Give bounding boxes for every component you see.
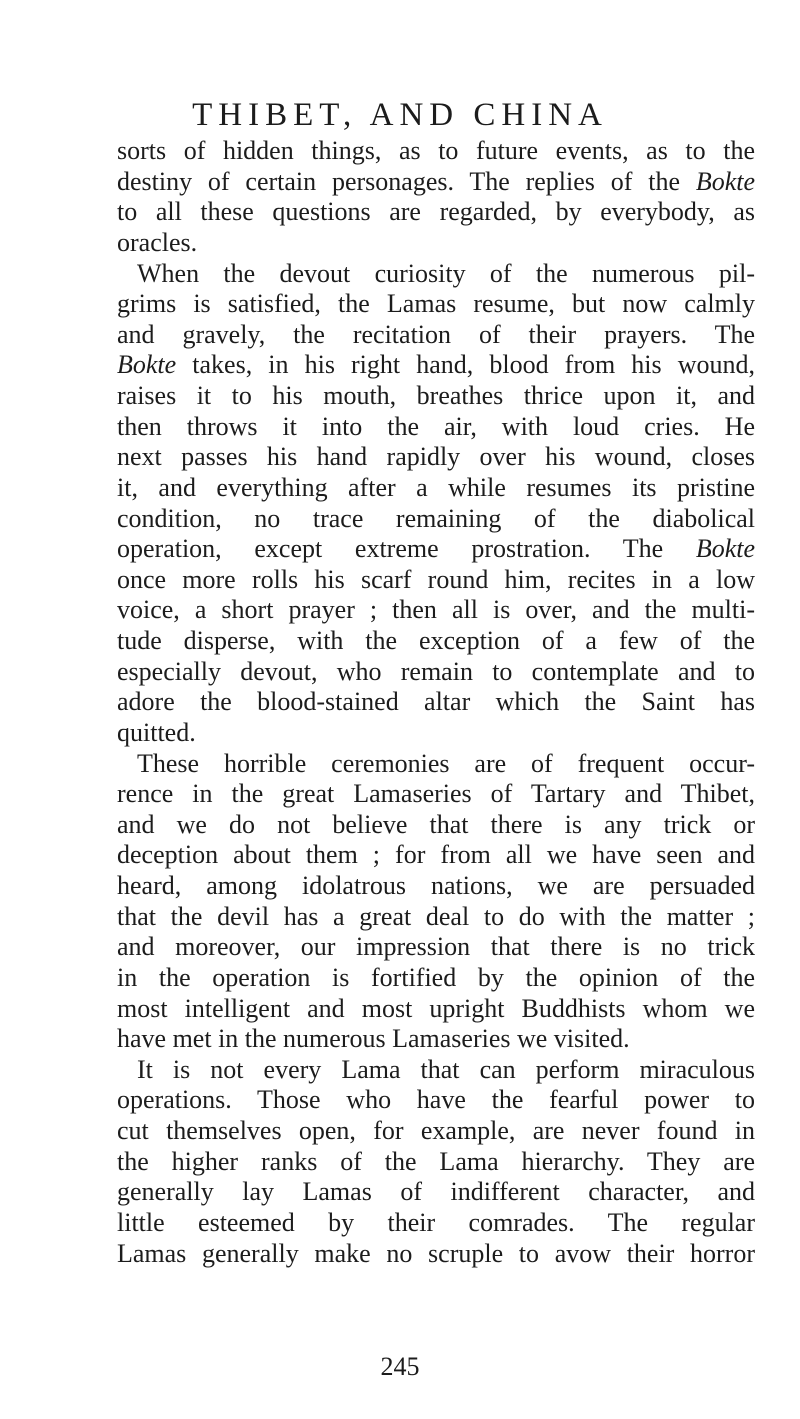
text-line: most intelligent and most upright Buddhists whom we bbox=[117, 993, 755, 1023]
text-line: the higher ranks of the Lama hierarchy. They are bbox=[117, 1146, 755, 1176]
text-line: especially devout, who remain to contemplate and to bbox=[117, 656, 755, 686]
text-line: then throws it into the air, with loud cries. He bbox=[117, 411, 755, 441]
text-line: it, and everything after a while resumes its pristine bbox=[117, 472, 755, 502]
text-line: tude disperse, with the exception of a few of the bbox=[117, 626, 755, 655]
text-line: deception about them ; for from all we have seen and bbox=[117, 840, 755, 870]
text-line: and we do not believe that there is any trick or bbox=[117, 809, 755, 839]
text-line: raises it to his mouth, breathes thrice upon it, and bbox=[117, 381, 755, 410]
text-line: and moreover, our impression that there is no trick bbox=[117, 932, 755, 962]
text-line: destiny of certain personages. The replies of the Bokte bbox=[117, 166, 755, 196]
text-line: sorts of hidden things, as to future events, as to the bbox=[117, 136, 755, 165]
body-text bbox=[117, 136, 755, 1269]
text-line: next passes his hand rapidly over his wound, closes bbox=[117, 442, 755, 472]
running-head: THIBET, AND CHINA bbox=[192, 97, 608, 133]
text-line: It is not every Lama that can perform miraculous bbox=[137, 1054, 755, 1084]
text-line: in the operation is fortified by the opinion of the bbox=[117, 962, 755, 992]
text-line: rence in the great Lamaseries of Tartary and Thibet, bbox=[117, 779, 755, 809]
page-number: 245 bbox=[380, 1352, 420, 1381]
text-line: once more rolls his scarf round him, recites in a low bbox=[117, 564, 755, 594]
text-line: quitted. bbox=[117, 717, 196, 747]
text-line: have met in the numerous Lamaseries we visited. bbox=[117, 1024, 630, 1054]
text-line: generally lay Lamas of indifferent character, and bbox=[117, 1177, 755, 1207]
text-line: adore the blood-stained altar which the Saint has bbox=[117, 687, 755, 717]
text-line: cut themselves open, for example, are never found in bbox=[117, 1116, 755, 1145]
text-line: grims is satisfied, the Lamas resume, but now calmly bbox=[117, 289, 755, 319]
text-line: little esteemed by their comrades. The regular bbox=[117, 1207, 755, 1237]
text-line: operations. Those who have the fearful power to bbox=[117, 1085, 755, 1115]
text-line: Bokte takes, in his right hand, blood from his wound, bbox=[117, 350, 755, 380]
text-line: These horrible ceremonies are of frequent occur- bbox=[137, 748, 755, 778]
text-line: heard, among idolatrous nations, we are persuaded bbox=[117, 871, 755, 900]
text-line: and gravely, the recitation of their prayers. The bbox=[117, 319, 755, 349]
text-line: voice, a short prayer ; then all is over, and the multi- bbox=[117, 595, 755, 625]
text-line: Lamas generally make no scruple to avow their horror bbox=[117, 1238, 755, 1268]
text-line: to all these questions are regarded, by everybody, as bbox=[117, 197, 755, 227]
text-line: condition, no trace remaining of the diabolical bbox=[117, 503, 755, 533]
text-line: that the devil has a great deal to do with the matter ; bbox=[117, 901, 755, 931]
text-line: When the devout curiosity of the numerous pil- bbox=[137, 258, 755, 288]
text-line: operation, except extreme prostration. The Bokte bbox=[117, 534, 755, 564]
text-line: oracles. bbox=[117, 227, 198, 257]
